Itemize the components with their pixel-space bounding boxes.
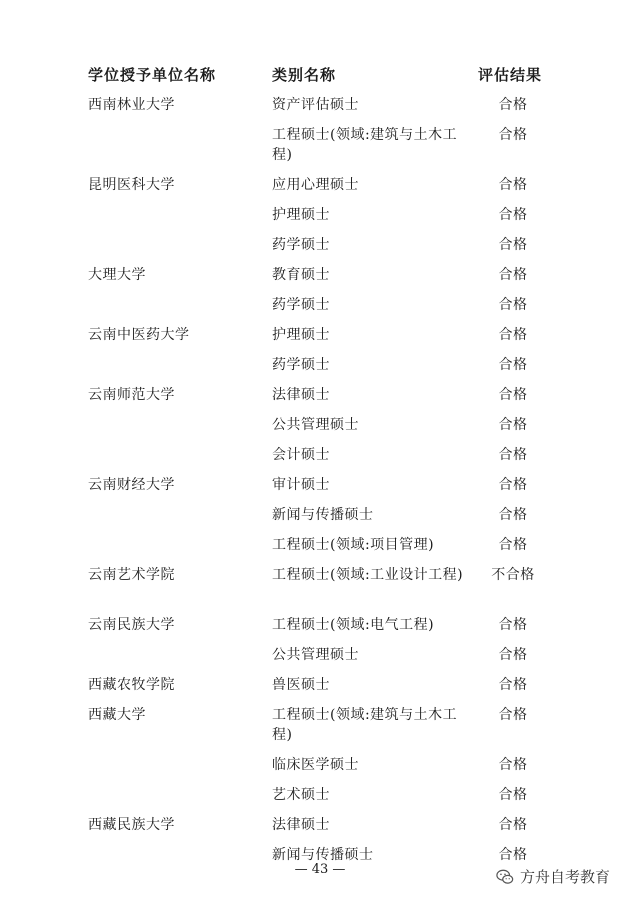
evaluation-result: 合格 — [498, 387, 528, 403]
evaluation-result: 合格 — [498, 297, 528, 313]
page-number: — 43 — — [294, 862, 346, 877]
evaluation-result: 合格 — [498, 507, 528, 523]
unit-name: 云南艺术学院 — [88, 567, 175, 583]
evaluation-result: 合格 — [498, 127, 528, 143]
category-name: 工程硕士(领域:项目管理) — [272, 537, 435, 553]
header-category: 类别名称 — [272, 66, 337, 84]
unit-name: 云南师范大学 — [88, 387, 175, 403]
header-unit: 学位授予单位名称 — [88, 66, 217, 84]
table-row — [0, 443, 640, 473]
evaluation-result: 合格 — [498, 447, 528, 463]
evaluation-result: 合格 — [498, 817, 528, 833]
category-name: 护理硕士 — [272, 327, 330, 343]
unit-name: 西藏民族大学 — [88, 817, 175, 833]
unit-name: 大理大学 — [88, 267, 146, 283]
evaluation-result: 合格 — [498, 787, 528, 803]
table-row — [0, 533, 640, 563]
table-row — [0, 203, 640, 233]
category-name: 教育硕士 — [272, 267, 330, 283]
category-name: 药学硕士 — [272, 357, 330, 373]
table-row — [0, 263, 640, 293]
table-row — [0, 93, 640, 123]
evaluation-result: 合格 — [498, 537, 528, 553]
category-name: 药学硕士 — [272, 237, 330, 253]
category-name: 审计硕士 — [272, 477, 330, 493]
unit-name: 西藏农牧学院 — [88, 677, 175, 693]
watermark-text: 方舟自考教育 — [520, 868, 611, 886]
category-name: 法律硕士 — [272, 817, 330, 833]
unit-name: 昆明医科大学 — [88, 177, 175, 193]
table-row — [0, 703, 640, 753]
evaluation-result: 合格 — [498, 327, 528, 343]
table-row — [0, 233, 640, 263]
unit-name: 西南林业大学 — [88, 97, 175, 113]
unit-name: 西藏大学 — [88, 707, 146, 723]
table-row — [0, 753, 640, 783]
category-name: 新闻与传播硕士 — [272, 507, 374, 523]
category-name: 公共管理硕士 — [272, 647, 359, 663]
evaluation-result: 合格 — [498, 417, 528, 433]
table-row — [0, 783, 640, 813]
category-name: 会计硕士 — [272, 447, 330, 463]
table-row — [0, 353, 640, 383]
unit-name: 云南中医药大学 — [88, 327, 190, 343]
unit-name: 云南民族大学 — [88, 617, 175, 633]
wechat-icon — [496, 868, 514, 886]
evaluation-result: 合格 — [498, 677, 528, 693]
evaluation-result: 合格 — [498, 757, 528, 773]
evaluation-result: 合格 — [498, 847, 528, 863]
header-result: 评估结果 — [478, 66, 543, 84]
evaluation-result: 合格 — [498, 647, 528, 663]
table-row — [0, 383, 640, 413]
category-name: 临床医学硕士 — [272, 757, 359, 773]
table-row — [0, 173, 640, 203]
table-row — [0, 323, 640, 353]
table-row — [0, 123, 640, 173]
evaluation-result: 合格 — [498, 97, 528, 113]
category-name: 护理硕士 — [272, 207, 330, 223]
category-name: 艺术硕士 — [272, 787, 330, 803]
results-table — [0, 93, 640, 873]
evaluation-result: 合格 — [498, 207, 528, 223]
table-row — [0, 293, 640, 323]
category-name: 公共管理硕士 — [272, 417, 359, 433]
category-name: 工程硕士(领域:工业设计工程) — [272, 567, 464, 583]
category-name: 工程硕士(领域:建筑与土木工程) — [272, 707, 458, 743]
table-row — [0, 643, 640, 673]
table-row — [0, 563, 640, 613]
category-name: 资产评估硕士 — [272, 97, 359, 113]
unit-name: 云南财经大学 — [88, 477, 175, 493]
table-row — [0, 813, 640, 843]
watermark — [496, 866, 610, 887]
category-name: 药学硕士 — [272, 297, 330, 313]
category-name: 工程硕士(领域:建筑与土木工程) — [272, 127, 458, 163]
evaluation-result: 合格 — [498, 617, 528, 633]
evaluation-result: 合格 — [498, 267, 528, 283]
evaluation-result: 不合格 — [491, 567, 535, 583]
category-name: 新闻与传播硕士 — [272, 847, 374, 863]
table-row — [0, 613, 640, 643]
table-row — [0, 473, 640, 503]
evaluation-result: 合格 — [498, 707, 528, 723]
category-name: 兽医硕士 — [272, 677, 330, 693]
table-row — [0, 503, 640, 533]
category-name: 工程硕士(领域:电气工程) — [272, 617, 435, 633]
evaluation-result: 合格 — [498, 357, 528, 373]
category-name: 应用心理硕士 — [272, 177, 359, 193]
evaluation-result: 合格 — [498, 177, 528, 193]
table-row — [0, 413, 640, 443]
table-row — [0, 673, 640, 703]
category-name: 法律硕士 — [272, 387, 330, 403]
evaluation-result: 合格 — [498, 237, 528, 253]
evaluation-result: 合格 — [498, 477, 528, 493]
